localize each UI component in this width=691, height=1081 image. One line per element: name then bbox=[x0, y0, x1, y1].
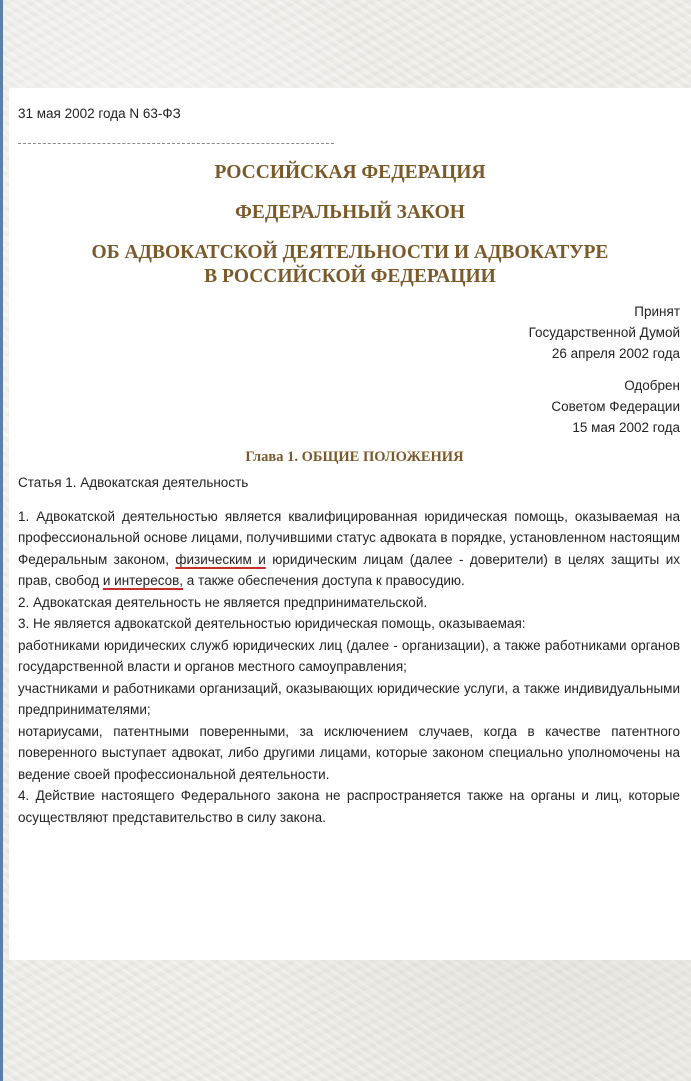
law-type-heading: ФЕДЕРАЛЬНЫЙ ЗАКОН bbox=[235, 202, 465, 223]
underlined-phrase-2: и интересов, bbox=[102, 573, 184, 588]
law-title-line-2: В РОССИЙСКОЙ ФЕДЕРАЦИИ bbox=[204, 266, 496, 287]
paragraph-3-item-b: участниками и работниками организаций, оказывающих юридические услуги, а также индивидуальными предпринимателями; bbox=[18, 680, 680, 717]
document-page bbox=[9, 88, 691, 960]
paragraph-1-text-a: 1. Адвокатской деятельностью является квалифицированная юридическая помощь, оказываемая на профессиональной основе лицами, получившими статус адвоката в порядке, установленном настоящим Федеральным законом, bbox=[18, 508, 680, 567]
paragraph-4: 4. Действие настоящего Федерального закона не распространяется также на органы и лиц, которые осуществляют представительство в силу закона. bbox=[18, 788, 680, 825]
paragraph-2: 2. Адвокатская деятельность не является предпринимательской. bbox=[18, 594, 428, 610]
law-date-number: 31 мая 2002 года N 63-ФЗ bbox=[18, 106, 181, 121]
paragraph-1 bbox=[18, 506, 680, 592]
underlined-phrase-1: физическим и bbox=[175, 551, 266, 567]
approved-block bbox=[18, 375, 691, 438]
paragraph-1-text-b: юридическим лицам (далее - доверители) в целях защиты их прав, свобод bbox=[18, 551, 680, 588]
paragraph-1-text-c: а также обеспечения доступа к правосудию. bbox=[183, 573, 465, 588]
adopted-date: 26 апреля 2002 года bbox=[551, 346, 680, 361]
dashed-separator bbox=[18, 143, 334, 144]
approved-body: Советом Федерации bbox=[551, 399, 680, 414]
paragraph-3: 3. Не является адвокатской деятельностью юридическая помощь, оказываемая: bbox=[18, 616, 526, 631]
law-title-heading bbox=[18, 241, 691, 289]
approved-date: 15 мая 2002 года bbox=[572, 420, 680, 435]
article-body bbox=[18, 506, 691, 829]
article-title: Статья 1. Адвокатская деятельность bbox=[18, 475, 249, 490]
approved-status: Одобрен bbox=[624, 378, 680, 393]
adopted-body: Государственной Думой bbox=[528, 325, 680, 340]
law-title-line-1: ОБ АДВОКАТСКОЙ ДЕЯТЕЛЬНОСТИ И АДВОКАТУРЕ bbox=[91, 242, 609, 263]
left-edge-strip bbox=[0, 0, 3, 1081]
paragraph-3-item-a: работниками юридических служб юридических лиц (далее - организации), а также работниками органов государственной власти и органов местного самоуправления; bbox=[18, 637, 680, 674]
chapter-heading: Глава 1. ОБЩИЕ ПОЛОЖЕНИЯ bbox=[245, 449, 464, 465]
country-heading: РОССИЙСКАЯ ФЕДЕРАЦИЯ bbox=[214, 162, 486, 183]
adopted-block bbox=[18, 301, 691, 364]
adopted-status: Принят bbox=[634, 304, 680, 319]
paragraph-3-item-c: нотариусами, патентными поверенными, за исключением случаев, когда в качестве патентного поверенного выступает адвокат, либо другими лицами, которые законом специально уполномочены на ведение своей профессиональной деятельности. bbox=[18, 723, 680, 782]
